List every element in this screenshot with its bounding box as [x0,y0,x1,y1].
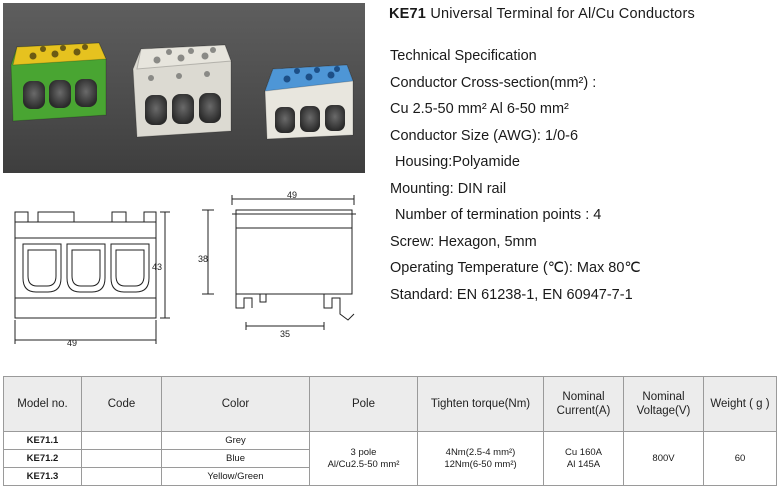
pole-range: Al/Cu2.5-50 mm² [327,458,400,470]
current-al: Al 145A [566,458,601,470]
product-table [3,376,777,486]
terminal-block-grey [133,45,231,137]
front-view-drawing [4,200,174,350]
side-height-dimension: 38 [198,254,209,264]
terminal-block-blue [265,65,353,139]
code-cell [82,450,162,468]
spec-housing: Housing:Polyamide [395,154,520,170]
front-height-dimension: 43 [152,262,163,272]
spec-standard: Standard: EN 61238-1, EN 60947-7-1 [390,286,633,303]
code-cell [82,432,162,450]
pole-count: 3 pole [350,446,377,458]
spec-temperature: Operating Temperature (℃): Max 80℃ [390,260,641,276]
spec-awg: Conductor Size (AWG): 1/0-6 [390,127,579,144]
current-cell [544,432,624,486]
model-cell: KE71.3 [4,468,82,486]
product-photo [3,3,365,173]
model-cell: KE71.2 [4,450,82,468]
table-row [4,432,777,450]
spec-termination-points: Number of termination points : 4 [395,207,602,223]
header-color: Color [162,377,310,432]
terminal-blocks-photo [3,3,365,173]
model-cell: KE71.1 [4,432,82,450]
color-cell: Yellow/Green [162,468,310,486]
table-header-row [4,377,777,432]
side-view-drawing [194,190,374,340]
product-title [389,6,695,22]
terminal-block-yellow-green [11,43,106,121]
header-code: Code [82,377,162,432]
product-description: Universal Terminal for Al/Cu Conductors [430,6,695,22]
front-width-dimension: 49 [67,338,78,348]
voltage-cell: 800V [624,432,704,486]
torque-cell [418,432,544,486]
current-cu: Cu 160A [565,446,602,458]
code-cell [82,468,162,486]
torque-large: 12Nm(6-50 mm²) [444,458,517,470]
weight-cell: 60 [704,432,777,486]
header-voltage: Nominal Voltage(V) [624,377,704,432]
spec-screw: Screw: Hexagon, 5mm [390,233,537,250]
product-model: KE71 [389,6,427,22]
side-bottom-dimension: 35 [280,329,291,339]
header-current: Nominal Current(A) [544,377,624,432]
technical-specification-list [390,47,641,312]
header-model: Model no. [4,377,82,432]
torque-small: 4Nm(2.5-4 mm²) [445,446,516,458]
spec-heading: Technical Specification [390,48,537,64]
color-cell: Grey [162,432,310,450]
side-width-dimension: 49 [287,190,298,200]
header-pole: Pole [310,377,418,432]
header-torque: Tighten torque(Nm) [418,377,544,432]
spec-cross-section-values: Cu 2.5-50 mm² Al 6-50 mm² [390,101,569,117]
spec-mounting: Mounting: DIN rail [390,180,507,197]
header-weight: Weight ( g ) [704,377,777,432]
color-cell: Blue [162,450,310,468]
spec-cross-section: Conductor Cross-section(mm²) : [390,74,597,91]
pole-cell [310,432,418,486]
